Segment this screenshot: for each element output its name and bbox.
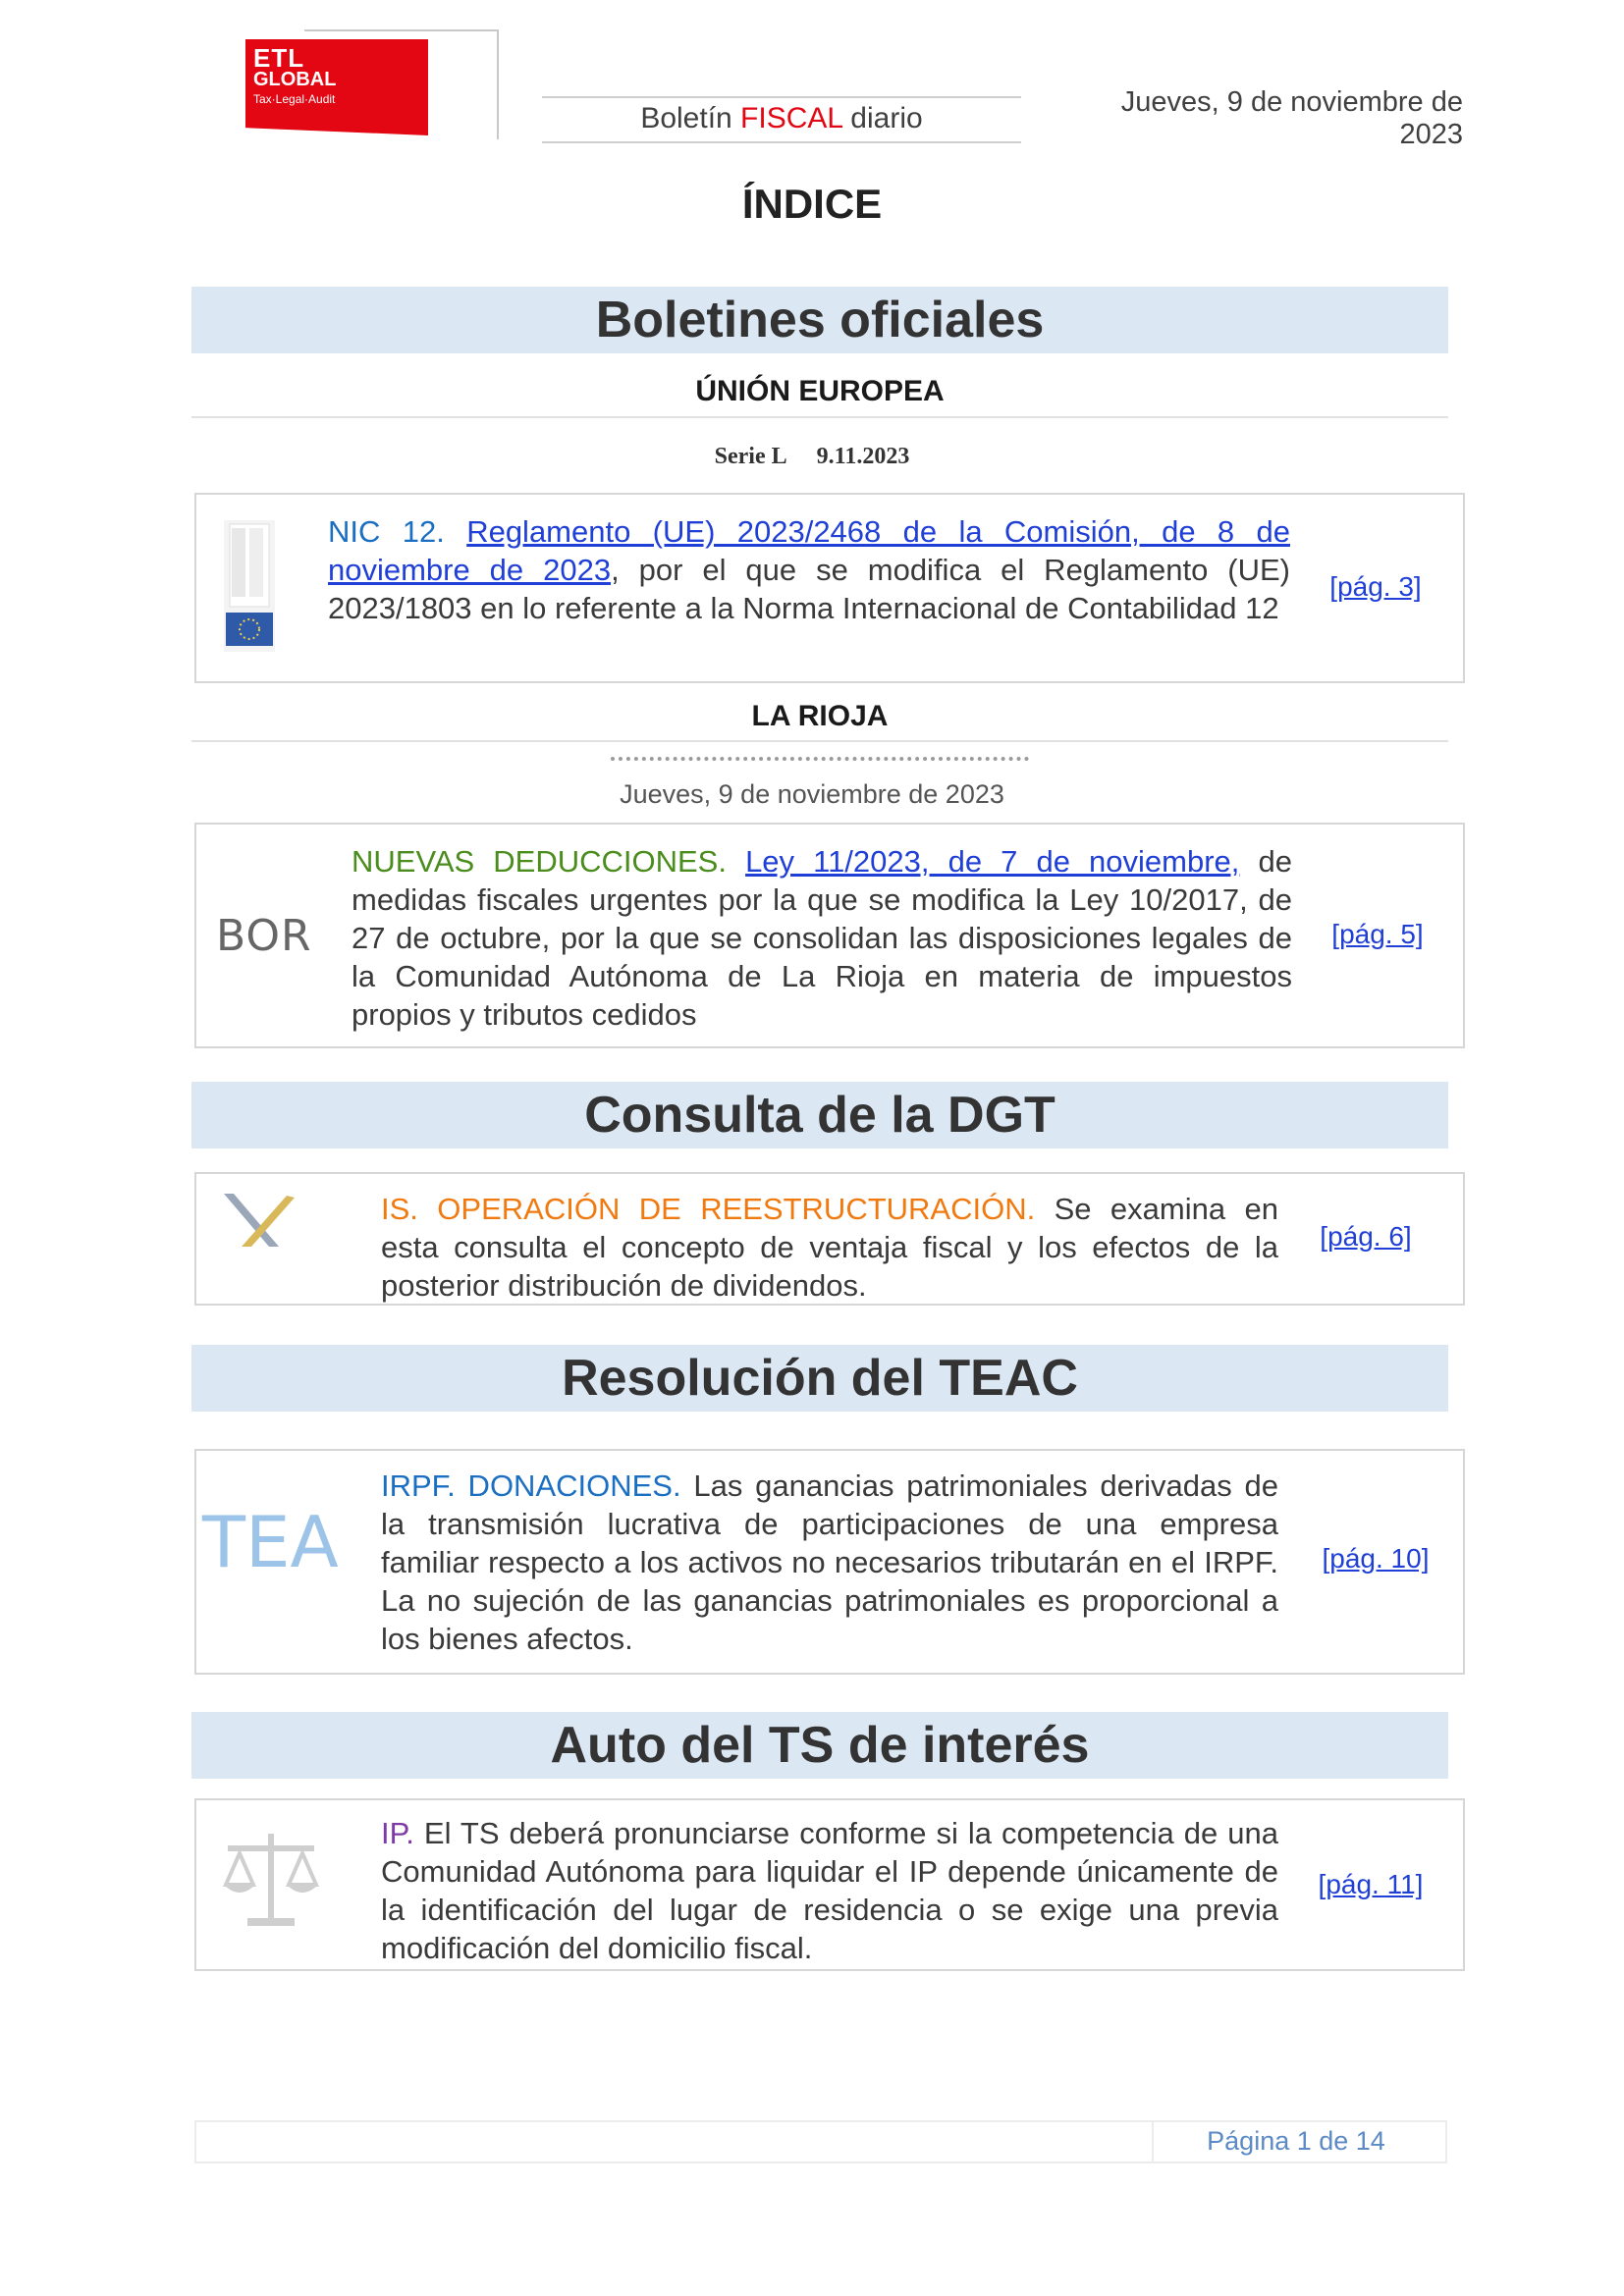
- entry-dgt-text: [381, 1190, 1278, 1305]
- entry-body: Se examina en esta consulta el concepto de ventaja fiscal y los efectos de la posterior distribución de dividendos.: [381, 1192, 1278, 1303]
- divider: [191, 740, 1448, 742]
- page-link-11[interactable]: [pág. 11]: [1318, 1869, 1424, 1899]
- header-rule-top: [542, 96, 1021, 98]
- entry-body: de medidas fiscales urgentes por la que se modifica la Ley 10/2017, de 27 de octubre, por la que se consolidan las disposiciones legales de la Comunidad Autónoma de La Rioja en materia de impuestos propios y tributos cedidos: [352, 844, 1292, 1032]
- reglamento-link[interactable]: Reglamento (UE) 2023/2468 de la Comisión, de 8 de noviembre de 2023: [328, 514, 1290, 587]
- etl-global-logo: [245, 29, 432, 145]
- page-link-6[interactable]: [pág. 6]: [1320, 1221, 1412, 1252]
- section-dgt-title: Consulta de la DGT: [191, 1082, 1448, 1148]
- entry-body: Las ganancias patrimoniales derivadas de la transmisión lucrativa de participaciones de una empresa familiar respecto a los activos no necesarios tributarán en el IRPF. La no sujeción de las ganancias patrimoniales es proporcional a los bienes afectos.: [381, 1468, 1278, 1656]
- entry-nuevas-deducciones: [194, 823, 1465, 1048]
- logo-line2: GLOBAL: [253, 69, 337, 90]
- page-link-5[interactable]: [pág. 5]: [1331, 919, 1424, 949]
- entry-tag: NIC 12.: [328, 514, 445, 549]
- bor-dotted-rule: [611, 757, 1029, 761]
- entry-ts: [194, 1798, 1465, 1971]
- section-boletines-title: Boletines oficiales: [191, 287, 1448, 353]
- entry-ts-text: [381, 1814, 1278, 1967]
- entry-body: , por el que se modifica el Reglamento (UE) 2023/1803 en lo referente a la Norma Internacional de Contabilidad 12: [328, 553, 1290, 625]
- entry-tag: IRPF. DONACIONES.: [381, 1468, 681, 1503]
- scales-of-justice-icon: [218, 1828, 324, 1932]
- agencia-tributaria-icon: [218, 1188, 297, 1253]
- header-rule-bottom: [542, 141, 1021, 143]
- subsection-ue: ÚNIÓN EUROPEA: [695, 375, 945, 407]
- page-link-3[interactable]: [pág. 3]: [1329, 571, 1422, 602]
- ley-11-2023-link[interactable]: Ley 11/2023, de 7 de noviembre,: [745, 844, 1240, 879]
- entry-nic12-text: [328, 512, 1290, 627]
- subsection-rioja: LA RIOJA: [751, 700, 889, 732]
- entry-tag: NUEVAS DEDUCCIONES.: [352, 844, 727, 879]
- header-date: Jueves, 9 de noviembre de 2023: [1120, 86, 1463, 150]
- serie-l: Serie L 9.11.2023: [714, 444, 910, 469]
- entry-nic12: [194, 493, 1465, 683]
- footer: [194, 2120, 1447, 2163]
- page-number: Página 1 de 14: [1207, 2126, 1385, 2156]
- bor-logo-icon: BOR: [216, 911, 312, 961]
- bulletin-title: Boletín FISCAL diario: [640, 102, 923, 134]
- diario-oficial-ue-icon: [224, 520, 275, 652]
- entry-dgt: [194, 1172, 1465, 1306]
- entry-teac: [194, 1449, 1465, 1675]
- section-teac-title: Resolución del TEAC: [191, 1345, 1448, 1412]
- entry-teac-text: [381, 1467, 1278, 1658]
- divider: [191, 416, 1448, 418]
- logo-line1: ETL: [253, 43, 305, 73]
- entry-rioja-text: [352, 842, 1292, 1034]
- index-title: ÍNDICE: [741, 181, 883, 227]
- entry-tag: IS. OPERACIÓN DE REESTRUCTURACIÓN.: [381, 1192, 1036, 1226]
- logo-line3: Tax·Legal·Audit: [253, 92, 336, 106]
- bor-date: Jueves, 9 de noviembre de 2023: [620, 779, 1004, 809]
- entry-body: El TS deberá pronunciarse conforme si la competencia de una Comunidad Autónoma para liquidar el IP depende únicamente de la identificación del lugar de residencia o se exige una previa modificación del domicilio fiscal.: [381, 1816, 1278, 1965]
- section-ts-title: Auto del TS de interés: [191, 1712, 1448, 1779]
- page-link-10[interactable]: [pág. 10]: [1322, 1543, 1430, 1574]
- entry-tag: IP.: [381, 1816, 414, 1850]
- tea-logo-icon: TEA: [202, 1501, 339, 1583]
